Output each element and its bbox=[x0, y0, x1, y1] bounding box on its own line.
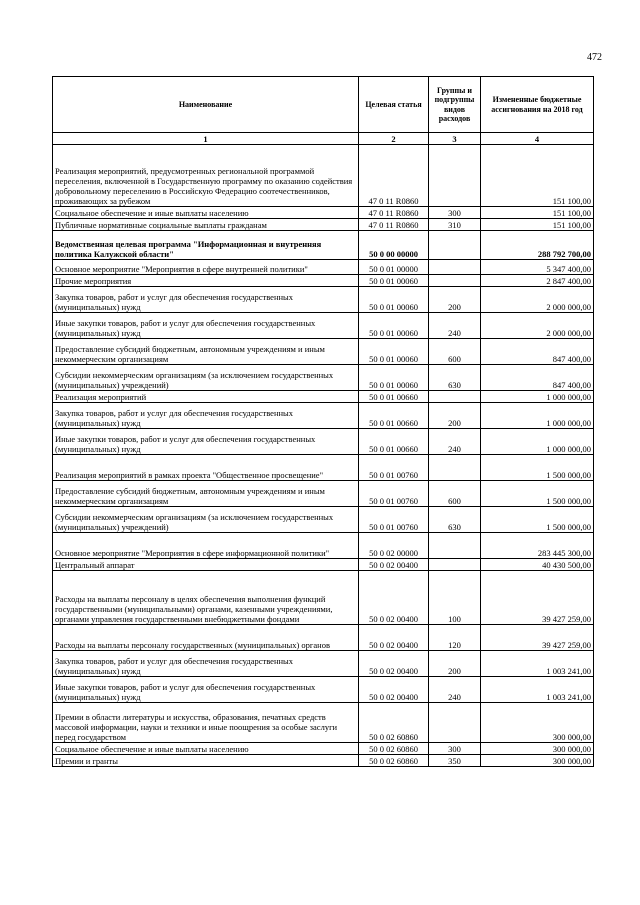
cell-target-article: 50 0 02 00000 bbox=[359, 533, 429, 559]
cell-expense-group: 200 bbox=[429, 287, 481, 313]
table-row bbox=[53, 481, 594, 507]
table-row bbox=[53, 625, 594, 651]
table-header-row bbox=[53, 77, 594, 133]
cell-name: Ведомственная целевая программа "Информационная и внутренняя политика Калужской области" bbox=[53, 231, 359, 260]
cell-amount: 151 100,00 bbox=[481, 145, 594, 207]
cell-amount: 1 000 000,00 bbox=[481, 403, 594, 429]
cell-name: Закупка товаров, работ и услуг для обеспечения государственных (муниципальных) нужд bbox=[53, 403, 359, 429]
cell-target-article: 50 0 00 00000 bbox=[359, 231, 429, 260]
cell-expense-group: 630 bbox=[429, 365, 481, 391]
cell-amount: 39 427 259,00 bbox=[481, 625, 594, 651]
cell-target-article: 47 0 11 R0860 bbox=[359, 145, 429, 207]
cell-target-article: 50 0 01 00660 bbox=[359, 403, 429, 429]
cell-name: Социальное обеспечение и иные выплаты населению bbox=[53, 207, 359, 219]
cell-amount: 1 500 000,00 bbox=[481, 455, 594, 481]
table-row bbox=[53, 275, 594, 287]
cell-expense-group bbox=[429, 145, 481, 207]
table-row bbox=[53, 651, 594, 677]
cell-target-article: 50 0 01 00660 bbox=[359, 391, 429, 403]
cell-target-article: 50 0 01 00060 bbox=[359, 313, 429, 339]
cell-name: Иные закупки товаров, работ и услуг для обеспечения государственных (муниципальных) нужд bbox=[53, 429, 359, 455]
cell-target-article: 47 0 11 R0860 bbox=[359, 207, 429, 219]
table-row bbox=[53, 231, 594, 260]
cell-name: Предоставление субсидий бюджетным, автономным учреждениям и иным некоммерческим организациям bbox=[53, 339, 359, 365]
cell-amount: 1 500 000,00 bbox=[481, 507, 594, 533]
column-number: 4 bbox=[481, 133, 594, 145]
cell-name: Прочие мероприятия bbox=[53, 275, 359, 287]
column-number: 1 bbox=[53, 133, 359, 145]
cell-amount: 1 500 000,00 bbox=[481, 481, 594, 507]
cell-amount: 300 000,00 bbox=[481, 755, 594, 767]
cell-expense-group: 350 bbox=[429, 755, 481, 767]
cell-name: Закупка товаров, работ и услуг для обеспечения государственных (муниципальных) нужд bbox=[53, 287, 359, 313]
cell-expense-group: 630 bbox=[429, 507, 481, 533]
cell-amount: 300 000,00 bbox=[481, 703, 594, 743]
table-row bbox=[53, 507, 594, 533]
column-header-amount: Измененные бюджетные ассигнования на 2018 год bbox=[481, 77, 594, 133]
cell-amount: 40 430 500,00 bbox=[481, 559, 594, 571]
cell-amount: 2 847 400,00 bbox=[481, 275, 594, 287]
table-row bbox=[53, 313, 594, 339]
cell-target-article: 50 0 02 60860 bbox=[359, 703, 429, 743]
cell-amount: 2 000 000,00 bbox=[481, 287, 594, 313]
cell-target-article: 50 0 02 00400 bbox=[359, 651, 429, 677]
cell-amount: 39 427 259,00 bbox=[481, 571, 594, 625]
cell-expense-group: 310 bbox=[429, 219, 481, 231]
cell-name: Основное мероприятие "Мероприятия в сфере информационной политики" bbox=[53, 533, 359, 559]
cell-amount: 847 400,00 bbox=[481, 339, 594, 365]
cell-expense-group bbox=[429, 391, 481, 403]
cell-amount: 151 100,00 bbox=[481, 207, 594, 219]
table-row bbox=[53, 403, 594, 429]
cell-name: Предоставление субсидий бюджетным, автономным учреждениям и иным некоммерческим организациям bbox=[53, 481, 359, 507]
cell-expense-group: 240 bbox=[429, 677, 481, 703]
table-row bbox=[53, 219, 594, 231]
column-header-group: Группы и подгруппы видов расходов bbox=[429, 77, 481, 133]
cell-amount: 1 003 241,00 bbox=[481, 651, 594, 677]
cell-target-article: 50 0 01 00760 bbox=[359, 481, 429, 507]
cell-name: Публичные нормативные социальные выплаты гражданам bbox=[53, 219, 359, 231]
cell-expense-group: 300 bbox=[429, 207, 481, 219]
column-number: 3 bbox=[429, 133, 481, 145]
column-number: 2 bbox=[359, 133, 429, 145]
table-row bbox=[53, 571, 594, 625]
cell-expense-group: 600 bbox=[429, 481, 481, 507]
cell-target-article: 50 0 01 00000 bbox=[359, 260, 429, 275]
cell-name: Основное мероприятие "Мероприятия в сфере внутренней политики" bbox=[53, 260, 359, 275]
cell-amount: 151 100,00 bbox=[481, 219, 594, 231]
cell-target-article: 50 0 01 00060 bbox=[359, 339, 429, 365]
cell-target-article: 50 0 02 00400 bbox=[359, 625, 429, 651]
cell-expense-group bbox=[429, 533, 481, 559]
cell-expense-group bbox=[429, 231, 481, 260]
table-row bbox=[53, 533, 594, 559]
cell-expense-group: 240 bbox=[429, 313, 481, 339]
table-row bbox=[53, 703, 594, 743]
table-body bbox=[53, 145, 594, 767]
cell-name: Центральный аппарат bbox=[53, 559, 359, 571]
cell-name: Социальное обеспечение и иные выплаты населению bbox=[53, 743, 359, 755]
cell-target-article: 50 0 01 00060 bbox=[359, 365, 429, 391]
cell-amount: 283 445 300,00 bbox=[481, 533, 594, 559]
cell-name: Реализация мероприятий bbox=[53, 391, 359, 403]
cell-target-article: 50 0 01 00660 bbox=[359, 429, 429, 455]
cell-target-article: 50 0 01 00060 bbox=[359, 275, 429, 287]
cell-expense-group: 300 bbox=[429, 743, 481, 755]
table-row bbox=[53, 339, 594, 365]
table-row bbox=[53, 743, 594, 755]
cell-expense-group bbox=[429, 455, 481, 481]
cell-target-article: 50 0 02 00400 bbox=[359, 559, 429, 571]
column-header-code: Целевая статья bbox=[359, 77, 429, 133]
table-row bbox=[53, 455, 594, 481]
column-numbers-row bbox=[53, 133, 594, 145]
column-header-name: Наименование bbox=[53, 77, 359, 133]
cell-target-article: 50 0 02 60860 bbox=[359, 755, 429, 767]
cell-name: Субсидии некоммерческим организациям (за исключением государственных (муниципальных) учреждений) bbox=[53, 507, 359, 533]
page-number: 472 bbox=[587, 52, 602, 63]
cell-name: Закупка товаров, работ и услуг для обеспечения государственных (муниципальных) нужд bbox=[53, 651, 359, 677]
cell-amount: 300 000,00 bbox=[481, 743, 594, 755]
cell-expense-group: 120 bbox=[429, 625, 481, 651]
cell-target-article: 50 0 02 00400 bbox=[359, 677, 429, 703]
cell-amount: 1 000 000,00 bbox=[481, 391, 594, 403]
table-row bbox=[53, 365, 594, 391]
cell-name: Реализация мероприятий в рамках проекта "Общественное просвещение" bbox=[53, 455, 359, 481]
cell-expense-group: 600 bbox=[429, 339, 481, 365]
table-row bbox=[53, 559, 594, 571]
budget-table bbox=[52, 76, 594, 767]
table-row bbox=[53, 207, 594, 219]
table-row bbox=[53, 429, 594, 455]
cell-target-article: 50 0 02 60860 bbox=[359, 743, 429, 755]
cell-target-article: 47 0 11 R0860 bbox=[359, 219, 429, 231]
cell-name: Иные закупки товаров, работ и услуг для обеспечения государственных (муниципальных) нужд bbox=[53, 313, 359, 339]
cell-name: Премии и гранты bbox=[53, 755, 359, 767]
cell-target-article: 50 0 01 00760 bbox=[359, 455, 429, 481]
cell-amount: 847 400,00 bbox=[481, 365, 594, 391]
cell-amount: 5 347 400,00 bbox=[481, 260, 594, 275]
cell-expense-group bbox=[429, 703, 481, 743]
cell-amount: 1 003 241,00 bbox=[481, 677, 594, 703]
cell-amount: 288 792 700,00 bbox=[481, 231, 594, 260]
cell-name: Расходы на выплаты персоналу государственных (муниципальных) органов bbox=[53, 625, 359, 651]
table-row bbox=[53, 677, 594, 703]
table-row bbox=[53, 145, 594, 207]
cell-name: Расходы на выплаты персоналу в целях обеспечения выполнения функций государственными (муниципальными) органами, казенными учреждениями, органами управления государственными внебюджетными фондами bbox=[53, 571, 359, 625]
cell-expense-group: 200 bbox=[429, 403, 481, 429]
table-row bbox=[53, 260, 594, 275]
cell-expense-group bbox=[429, 275, 481, 287]
cell-amount: 1 000 000,00 bbox=[481, 429, 594, 455]
table-row bbox=[53, 287, 594, 313]
table-row bbox=[53, 755, 594, 767]
cell-name: Субсидии некоммерческим организациям (за исключением государственных (муниципальных) учреждений) bbox=[53, 365, 359, 391]
cell-name: Иные закупки товаров, работ и услуг для обеспечения государственных (муниципальных) нужд bbox=[53, 677, 359, 703]
cell-target-article: 50 0 01 00760 bbox=[359, 507, 429, 533]
cell-target-article: 50 0 01 00060 bbox=[359, 287, 429, 313]
cell-expense-group: 100 bbox=[429, 571, 481, 625]
cell-expense-group: 240 bbox=[429, 429, 481, 455]
cell-name: Премии в области литературы и искусства, образования, печатных средств массовой информации, науки и техники и иные поощрения за особые заслуги перед государством bbox=[53, 703, 359, 743]
cell-expense-group: 200 bbox=[429, 651, 481, 677]
cell-amount: 2 000 000,00 bbox=[481, 313, 594, 339]
cell-expense-group bbox=[429, 260, 481, 275]
cell-name: Реализация мероприятий, предусмотренных региональной программой переселения, включенной в Государственную программу по оказанию содействия добровольному переселению в Российскую Федерацию соотечественников, проживающих за рубежом bbox=[53, 145, 359, 207]
cell-expense-group bbox=[429, 559, 481, 571]
cell-target-article: 50 0 02 00400 bbox=[359, 571, 429, 625]
table-row bbox=[53, 391, 594, 403]
